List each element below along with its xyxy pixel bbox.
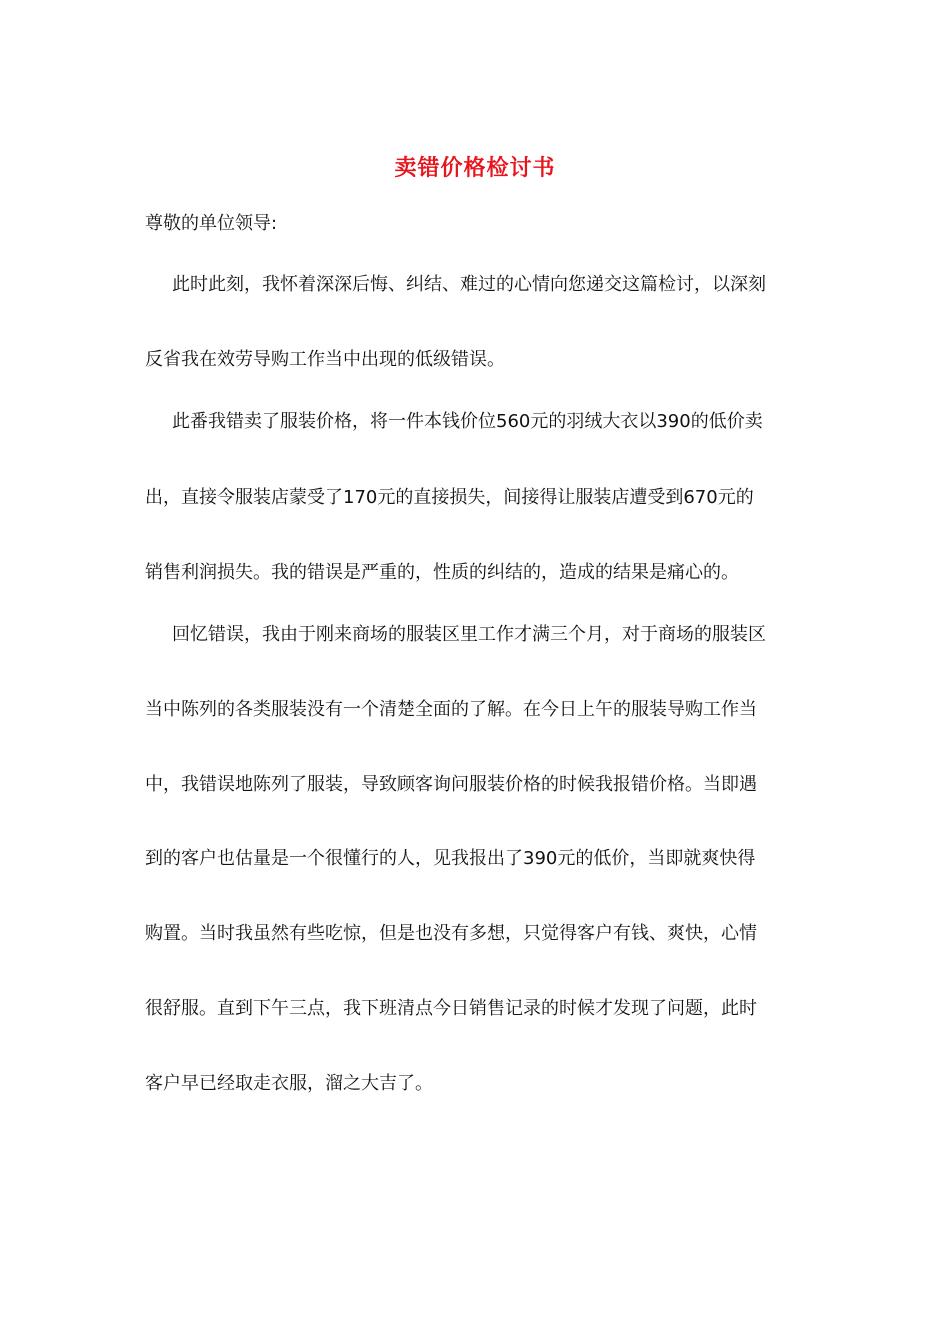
paragraph-2-line-3: 销售利润损失。我的错误是严重的，性质的纠结的，造成的结果是痛心的。 [145, 562, 739, 583]
paragraph-1-line-1: 此时此刻，我怀着深深后悔、纠结、难过的心情向您递交这篇检讨，以深刻 [172, 274, 766, 295]
paragraph-3-line-1: 回忆错误，我由于刚来商场的服装区里工作才满三个月，对于商场的服装区 [172, 624, 766, 645]
document-title: 卖错价格检讨书 [394, 155, 556, 181]
paragraph-3-line-7: 客户早已经取走衣服，溜之大吉了。 [145, 1073, 433, 1094]
paragraph-3-line-2: 当中陈列的各类服装没有一个清楚全面的了解。在今日上午的服装导购工作当 [145, 699, 757, 720]
paragraph-1-line-2: 反省我在效劳导购工作当中出现的低级错误。 [145, 349, 505, 370]
paragraph-3-line-3: 中，我错误地陈列了服装，导致顾客询问服装价格的时候我报错价格。当即遇 [145, 774, 757, 795]
salutation: 尊敬的单位领导: [145, 213, 278, 234]
paragraph-3-line-5: 购置。当时我虽然有些吃惊，但是也没有多想，只觉得客户有钱、爽快，心情 [145, 923, 757, 944]
paragraph-2-line-2: 出，直接令服装店蒙受了170元的直接损失，间接得让服装店遭受到670元的 [145, 487, 754, 508]
paragraph-3-line-6: 很舒服。直到下午三点，我下班清点今日销售记录的时候才发现了问题，此时 [145, 998, 757, 1019]
paragraph-2-line-1: 此番我错卖了服装价格，将一件本钱价位560元的羽绒大衣以390的低价卖 [172, 411, 763, 432]
paragraph-3-line-4: 到的客户也估量是一个很懂行的人，见我报出了390元的低价，当即就爽快得 [145, 848, 756, 869]
